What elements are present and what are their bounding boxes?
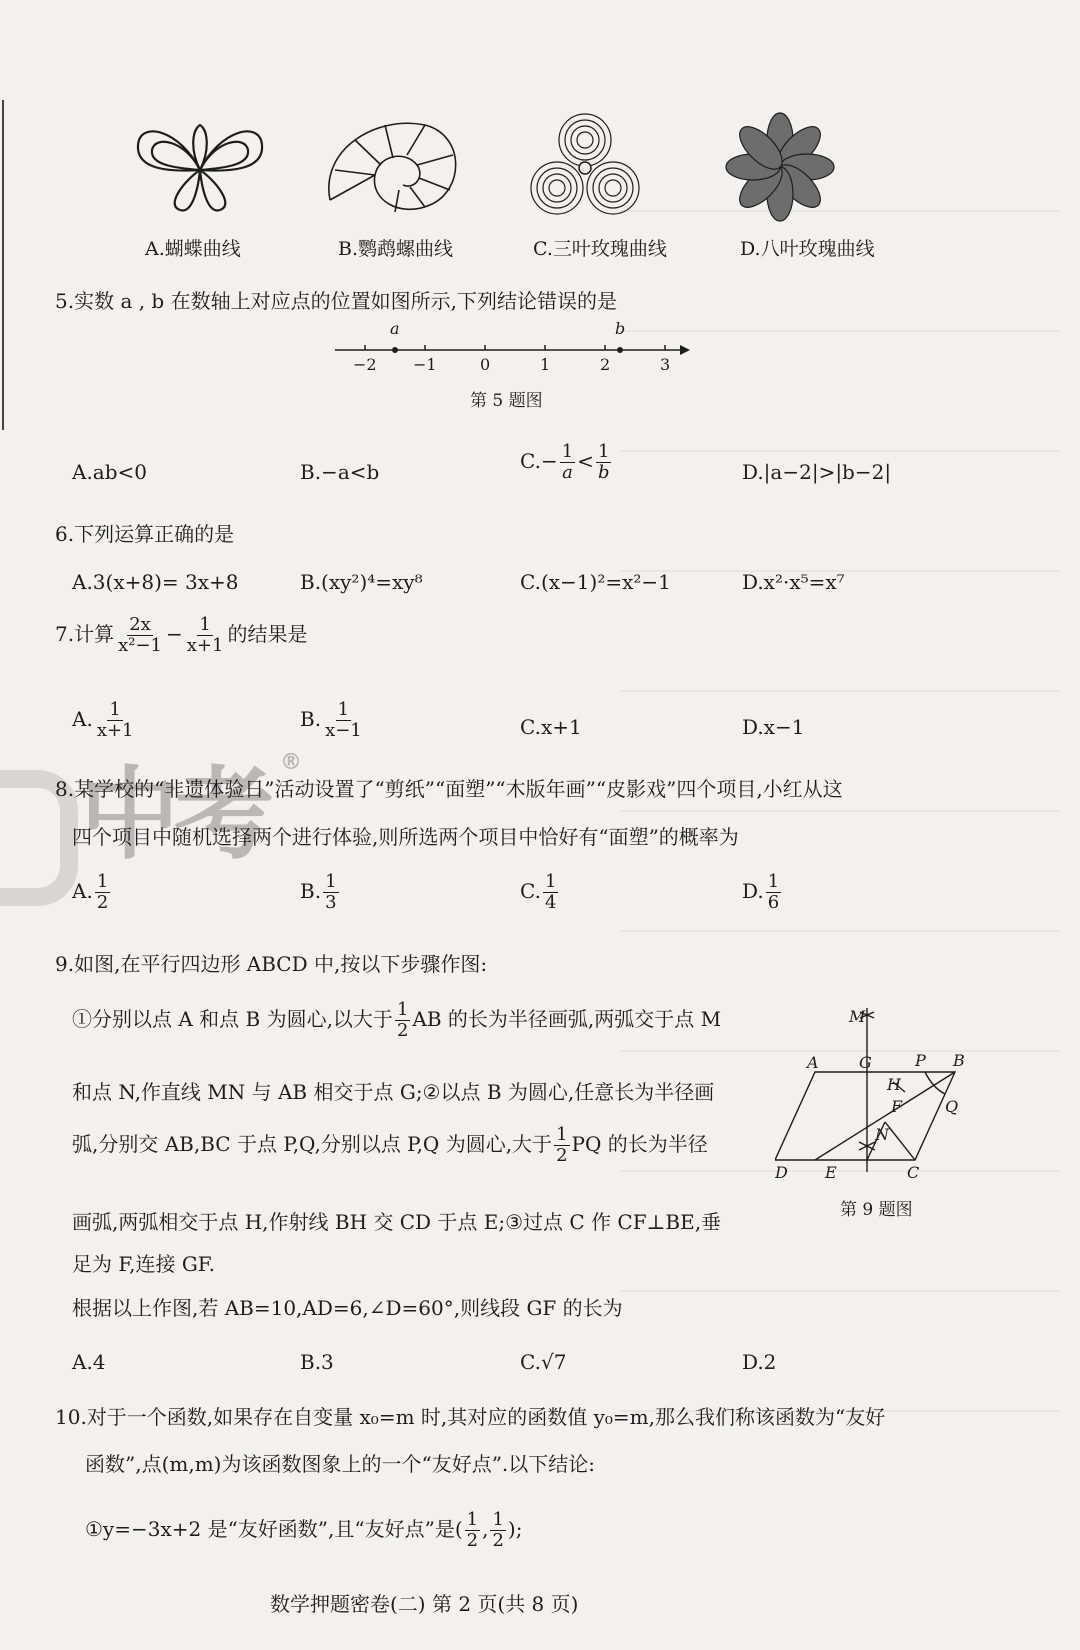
q9-option-a: A.4 (72, 1350, 106, 1374)
point-b-label: b (615, 319, 626, 338)
fig9-label-g: G (859, 1053, 872, 1072)
tick-label: 1 (540, 355, 551, 374)
fig9-label-q: Q (945, 1097, 959, 1116)
butterfly-curve-figure (130, 110, 270, 220)
page-footer: 数学押题密卷(二) 第 2 页(共 8 页) (270, 1592, 579, 1616)
q7-option-c: C.x+1 (520, 715, 582, 739)
question-10-line-3: ①y=−3x+2 是“友好函数”,且“友好点”是( $\frac{1}{2}$ , $\frac{1}{2}$ ); (85, 1509, 523, 1551)
tick-label: −2 (353, 355, 377, 374)
question-9-line-7: 根据以上作图,若 AB=10,AD=6,∠D=60°,则线段 GF 的长为 (72, 1296, 623, 1320)
question-8-line-1: 8.某学校的“非遗体验日”活动设置了“剪纸”“面塑”“木版年画”“皮影戏”四个项目,小红从这 (55, 777, 843, 801)
fig9-label-m: M (849, 1007, 866, 1026)
q8-option-b: B. $\frac{1}{3}$ (300, 871, 337, 913)
question-9-line-2: ①分别以点 A 和点 B 为圆心,以大于 $\frac{1}{2}$ AB 的长为半径画弧,两弧交于点 M (72, 999, 722, 1041)
q5-option-c: C.− $\frac{1}{a}$ < $\frac{1}{b}$ (520, 441, 610, 483)
question-9-line-6: 足为 F,连接 GF. (72, 1252, 215, 1276)
fig9-label-b: B (953, 1051, 965, 1070)
q9-option-b: B.3 (300, 1350, 334, 1374)
parallelogram-figure (775, 1000, 980, 1180)
fraction: $\frac{2x}{\text{x²−1}}$ (118, 614, 162, 656)
q8-option-d: D. $\frac{1}{6}$ (742, 871, 780, 913)
question-9-figure-caption: 第 9 题图 (840, 1200, 913, 1220)
tick-label: −1 (413, 355, 437, 374)
question-10-line-2: 函数”,点(m,m)为该函数图象上的一个“友好点”.以下结论: (85, 1452, 596, 1476)
q7-option-d: D.x−1 (742, 715, 805, 739)
q8-option-c: C. $\frac{1}{4}$ (520, 871, 557, 913)
question-8-line-2: 四个项目中随机选择两个进行体验,则所选两个项目中恰好有“面塑”的概率为 (72, 825, 739, 849)
q6-option-d: D.x²·x⁵=x⁷ (742, 570, 845, 594)
fig9-label-h: H (887, 1075, 901, 1094)
curve-label-c: C.三叶玫瑰曲线 (533, 238, 667, 260)
tick-label: 2 (600, 355, 611, 374)
q7-option-b: B. $\frac{1}{x-1}$ (300, 699, 362, 741)
curve-label-d: D.八叶玫瑰曲线 (740, 238, 875, 260)
binding-line (2, 100, 4, 430)
question-9-line-4: 弧,分别交 AB,BC 于点 P,Q,分别以点 P,Q 为圆心,大于 $\frac{1}{2}$ PQ 的长为半径 (72, 1124, 708, 1166)
point-a-label: a (390, 319, 400, 338)
question-9-line-3: 和点 N,作直线 MN 与 AB 相交于点 G;②以点 B 为圆心,任意长为半径画 (72, 1080, 715, 1104)
curve-label-a: A.蝴蝶曲线 (145, 238, 241, 260)
q8-option-a: A. $\frac{1}{2}$ (72, 871, 109, 913)
question-9-line-1: 9.如图,在平行四边形 ABCD 中,按以下步骤作图: (55, 952, 488, 976)
q5-option-d: D.|a−2|>|b−2| (742, 460, 892, 484)
number-line-labels (330, 319, 690, 375)
fraction: $\frac{1}{x+1}$ (186, 614, 224, 656)
watermark-registered-mark: ® (280, 750, 302, 775)
fraction: $\frac{1}{b}$ (597, 441, 610, 483)
three-leaf-rose-figure (525, 110, 645, 225)
q5-option-c-prefix: C.− (520, 449, 558, 473)
question-5-figure-caption: 第 5 题图 (470, 391, 543, 411)
question-7-stem: 7.计算 $\frac{2x}{\text{x²−1}}$ − $\frac{1}{x+1}$ 的结果是 (55, 614, 308, 656)
q6-option-a: A.3(x+8)= 3x+8 (72, 570, 239, 594)
fraction: $\frac{1}{a}$ (561, 441, 574, 483)
fig9-label-a: A (807, 1053, 819, 1072)
watermark-text: 中考 (80, 756, 268, 873)
q6-option-c: C.(x−1)²=x²−1 (520, 570, 671, 594)
question-6-stem: 6.下列运算正确的是 (55, 522, 235, 546)
fig9-label-c: C (907, 1163, 920, 1180)
fig9-label-e: E (825, 1163, 837, 1180)
q9-option-c: C.√7 (520, 1350, 567, 1374)
q9-option-d: D.2 (742, 1350, 777, 1374)
q5-option-a: A.ab<0 (72, 460, 148, 484)
curve-label-b: B.鹦鹉螺曲线 (338, 238, 454, 260)
curve-figures (130, 110, 890, 270)
q5-option-b: B.−a<b (300, 460, 380, 484)
tick-label: 3 (660, 355, 671, 374)
question-9-line-5: 画弧,两弧相交于点 H,作射线 BH 交 CD 于点 E;③过点 C 作 CF⊥BE,垂 (72, 1210, 722, 1234)
eight-leaf-rose-figure (720, 110, 840, 225)
question-5-stem: 5.实数 a , b 在数轴上对应点的位置如图所示,下列结论错误的是 (55, 289, 617, 313)
fig9-label-n: N (875, 1125, 889, 1144)
q7-option-a: A. $\frac{1}{x+1}$ (72, 699, 134, 741)
fig9-label-d: D (775, 1163, 788, 1180)
nautilus-curve-figure (315, 110, 465, 225)
question-10-line-1: 10.对于一个函数,如果存在自变量 x₀=m 时,其对应的函数值 y₀=m,那么我们称该函数为“友好 (55, 1405, 886, 1429)
fig9-label-f: F (891, 1097, 903, 1116)
fig9-label-p: P (915, 1051, 926, 1070)
tick-label: 0 (480, 355, 491, 374)
q6-option-b: B.(xy²)⁴=xy⁸ (300, 570, 423, 594)
